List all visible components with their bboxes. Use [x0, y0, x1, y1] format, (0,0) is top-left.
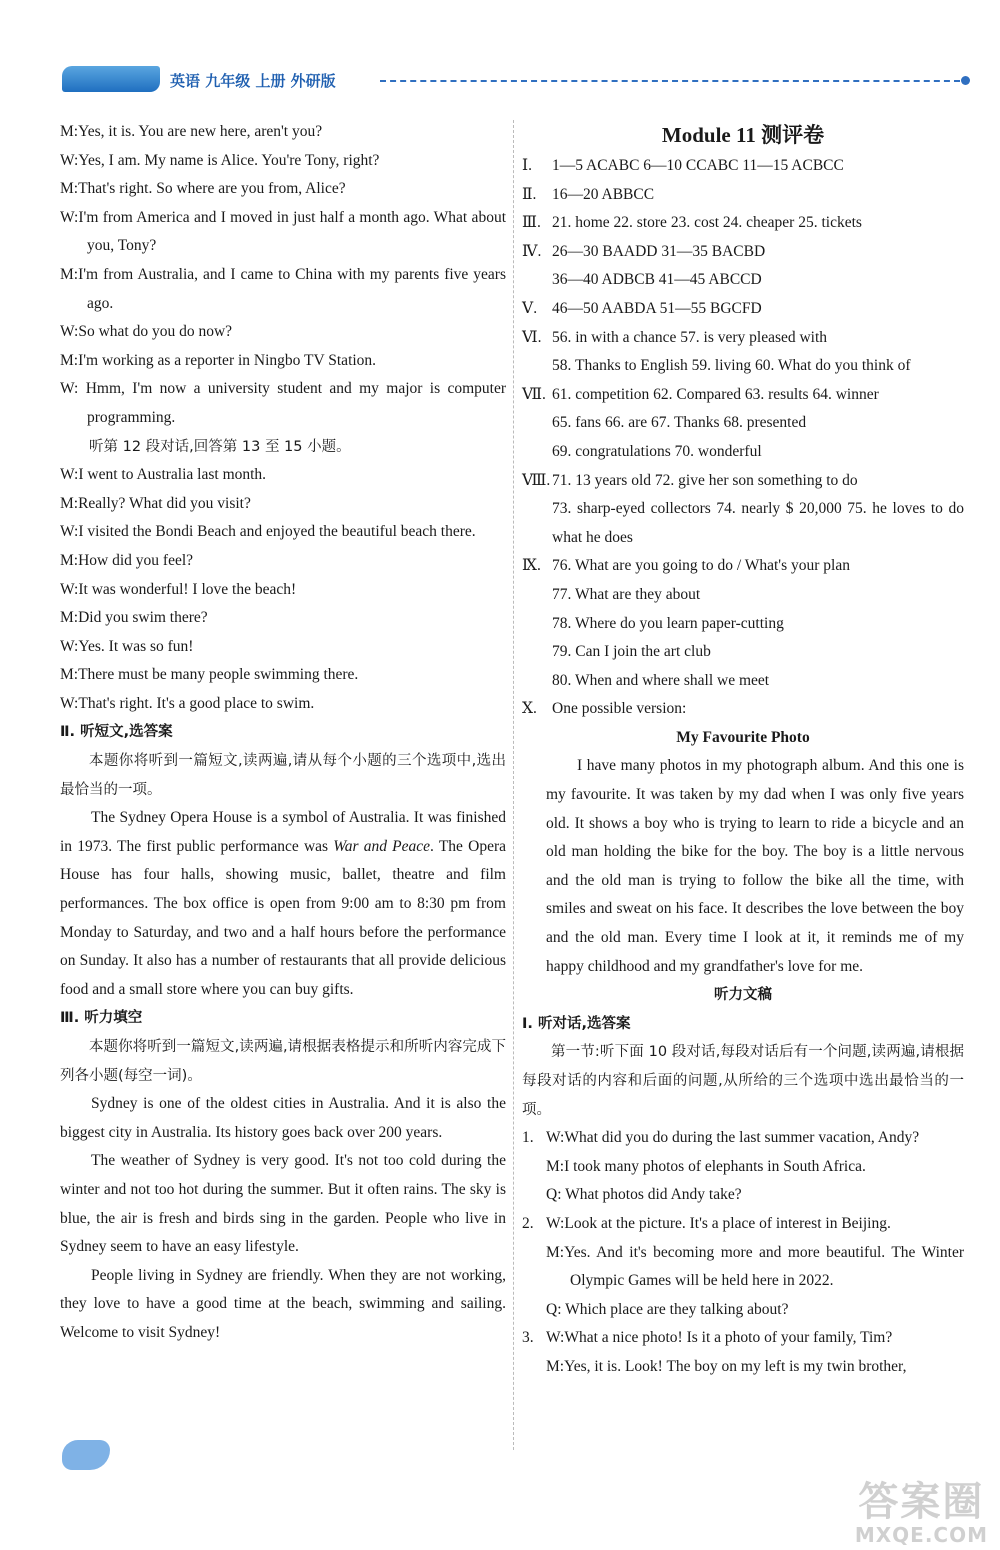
- answer-text: 16—20 ABBCC: [552, 185, 655, 203]
- answer-label: Ⅳ.: [522, 242, 542, 260]
- answer-text: 77. What are they about: [552, 585, 701, 603]
- essay-title: My Favourite Photo: [676, 728, 810, 746]
- dialog-line: M:I'm from Australia, and I came to China with my parents five years ago.: [60, 265, 506, 312]
- dialog-line: Q: Which place are they talking about?: [546, 1300, 789, 1318]
- answer-row: [522, 295, 964, 324]
- left-column: [60, 118, 506, 1348]
- answer-text: 76. What are you going to do / What's your plan: [552, 557, 850, 575]
- section-2-instruction: 本题你将听到一篇短文,读两遍,请从每个小题的三个选项中,选出最恰当的一项。: [60, 753, 506, 798]
- section-3-paragraph: The weather of Sydney is very good. It's not too cold during the winter and not too hot during the summer. But it often rains. The sky is blue, the air is fresh and birds sing in the garden. People who live in Sydney seem to have an easy lifestyle.: [60, 1152, 506, 1256]
- dialog-line: W:What a nice photo! Is it a photo of your family, Tim?: [546, 1329, 893, 1347]
- section-3-paragraph: People living in Sydney are friendly. When they are not working, they love to have a good time at the beach, swimming and sailing. Welcome to visit Sydney!: [60, 1266, 506, 1341]
- dialog-line: W:Yes, I am. My name is Alice. You're Tony, right?: [60, 151, 380, 169]
- answer-text: 78. Where do you learn paper-cutting: [552, 614, 784, 632]
- dialog-line: M:How did you feel?: [60, 551, 194, 569]
- answer-text: 1—5 ACABC 6—10 CCABC 11—15 ACBCC: [552, 157, 844, 174]
- answer-row-8: [522, 467, 964, 496]
- dialog-line: W: Hmm, I'm now a university student and my major is computer programming.: [60, 380, 506, 426]
- section-2-title: Ⅱ. 听短文,选答案: [60, 724, 173, 741]
- answer-row-7: [522, 381, 964, 410]
- dialog-line: M:That's right. So where are you from, Alice?: [60, 180, 346, 198]
- answer-text: 73. sharp-eyed collectors 74. nearly $ 20,000 75. he loves to do what he does: [552, 500, 964, 546]
- answer-label: Ⅵ.: [522, 328, 542, 346]
- dialog-line: W:I went to Australia last month.: [60, 466, 267, 484]
- answer-text: 36—40 ADBCB 41—45 ABCCD: [552, 271, 762, 289]
- right-column: [522, 118, 964, 1382]
- listening-q1: [522, 1124, 964, 1153]
- answer-label: Ⅱ.: [522, 185, 537, 203]
- answer-text: 56. in with a chance 57. is very pleased with: [552, 328, 828, 346]
- dialog-line: M:I'm working as a reporter in Ningbo TV Station.: [60, 351, 377, 369]
- answer-text: 71. 13 years old 72. give her son something to do: [552, 471, 858, 489]
- listening-q3: [522, 1324, 964, 1353]
- header-dot: [961, 76, 970, 85]
- watermark: [855, 1480, 988, 1546]
- dialog-line: M:Yes. And it's becoming more and more beautiful. The Winter Olympic Games will be held here in 2022.: [546, 1243, 964, 1290]
- watermark-logo: 答案圈: [858, 1479, 985, 1525]
- answer-text: 79. Can I join the art club: [552, 643, 711, 661]
- dialog-line: M:Yes, it is. You are new here, aren't you?: [60, 123, 323, 140]
- section-3-paragraph: Sydney is one of the oldest cities in Australia. And it is also the biggest city in Australia. Its history goes back over 200 years.: [60, 1095, 506, 1141]
- column-divider: [513, 120, 514, 1450]
- dialog-line: W:So what do you do now?: [60, 323, 233, 341]
- listening-section-1: Ⅰ. 听对话,选答案: [522, 1015, 631, 1032]
- header-title: 英语 九年级 上册 外研版: [170, 72, 336, 90]
- dialog-line: Q: What photos did Andy take?: [546, 1186, 742, 1204]
- section-3-instruction: 本题你将听到一篇短文,读两遍,请根据表格提示和所听内容完成下列各小题(每空一词)。: [60, 1039, 506, 1084]
- answer-label: Ⅸ.: [522, 557, 541, 575]
- page-badge: [62, 66, 160, 92]
- answer-label: Ⅹ.: [522, 700, 537, 718]
- passage-text: . The Opera House has four halls, showing music, ballet, theatre and film performances. The box office is open from 9:00 am to 8:30 pm from Monday to Saturday, and two and a half hours before the performance on Sunday. It also has a number of restaurants that all provide delicious food and a small store where you can buy gifts.: [60, 837, 506, 998]
- answer-text: 80. When and where shall we meet: [552, 671, 770, 689]
- dialog-line: W:Look at the picture. It's a place of interest in Beijing.: [546, 1214, 891, 1232]
- answer-label: Ⅴ.: [522, 299, 538, 317]
- essay-body: I have many photos in my photograph album. And this one is my favourite. It was taken by my dad when I was only five years old. It shows a boy who is trying to learn to ride a bicycle and an old man holding the bike for the boy. The boy is a little nervous and the old man is trying to follow the bike all the time, with smiles and sweat on his face. It describes the love between the boy and the old man. Every time I look at it, it reminds me of my happy childhood and my grandfather's love for me.: [546, 757, 964, 975]
- answer-row-9: [522, 552, 964, 581]
- answer-text: 46—50 AABDA 51—55 BGCFD: [552, 299, 762, 317]
- instruction-12: 听第 12 段对话,回答第 13 至 15 小题。: [89, 438, 351, 455]
- answer-text: 69. congratulations 70. wonderful: [552, 442, 762, 460]
- question-number: 2.: [522, 1214, 534, 1232]
- module-title: Module 11 测评卷: [661, 123, 825, 147]
- answer-row: [522, 266, 964, 295]
- answer-text: 58. Thanks to English 59. living 60. What do you think of: [552, 357, 911, 375]
- listening-q2: [522, 1210, 964, 1239]
- listening-title: 听力文稿: [714, 987, 772, 1004]
- answer-row: [522, 238, 964, 267]
- answer-row: [522, 152, 964, 181]
- answer-text: 65. fans 66. are 67. Thanks 68. presented: [552, 414, 807, 432]
- dialog-line: W:I visited the Bondi Beach and enjoyed the beautiful beach there.: [60, 523, 476, 541]
- dialog-line: M:There must be many people swimming there.: [60, 666, 359, 684]
- answer-text: 21. home 22. store 23. cost 24. cheaper 25. tickets: [552, 214, 862, 232]
- section-2-passage: [60, 804, 506, 1004]
- answer-label: Ⅶ.: [522, 385, 546, 403]
- watermark-url: MXQE.COM: [854, 1523, 988, 1547]
- page-header: [62, 66, 972, 96]
- answer-row: [522, 209, 964, 238]
- passage-italic: War and Peace: [333, 837, 431, 855]
- answer-row-6: [522, 324, 964, 353]
- question-number: 1.: [522, 1129, 534, 1147]
- answer-label: Ⅷ.: [522, 471, 551, 489]
- dialog-line: W:What did you do during the last summer vacation, Andy?: [546, 1129, 920, 1147]
- dialog-line: M:I took many photos of elephants in South Africa.: [546, 1157, 866, 1175]
- answer-row-10: [522, 695, 964, 724]
- dialog-line: M:Yes, it is. Look! The boy on my left is my twin brother,: [546, 1357, 907, 1375]
- listening-instruction: 第一节:听下面 10 段对话,每段对话后有一个问题,读两遍,请根据每段对话的内容和后面的问题,从所给的三个选项中选出最恰当的一项。: [522, 1044, 964, 1118]
- answer-row: [522, 181, 964, 210]
- answer-label: Ⅲ.: [522, 214, 541, 232]
- dialog-line: W:Yes. It was so fun!: [60, 637, 194, 655]
- answer-text: One possible version:: [552, 700, 687, 718]
- header-rule: [380, 80, 960, 82]
- section-3-title: Ⅲ. 听力填空: [60, 1010, 143, 1027]
- answer-text: 26—30 BAADD 31—35 BACBD: [552, 242, 766, 260]
- dialog-line: W:It was wonderful! I love the beach!: [60, 580, 297, 598]
- page-number-blob: [62, 1440, 110, 1470]
- answer-label: Ⅰ.: [522, 157, 532, 174]
- question-number: 3.: [522, 1329, 534, 1347]
- passage-text: The Sydney Opera House is a symbol of Australia. It was finished in 1973. The first public performance was: [60, 809, 506, 855]
- dialog-line: M:Did you swim there?: [60, 609, 208, 627]
- dialog-line: W:That's right. It's a good place to swim.: [60, 694, 315, 712]
- answer-text: 61. competition 62. Compared 63. results 64. winner: [552, 385, 879, 403]
- dialog-line: W:I'm from America and I moved in just half a month ago. What about you, Tony?: [60, 208, 506, 255]
- dialog-line: M:Really? What did you visit?: [60, 494, 251, 512]
